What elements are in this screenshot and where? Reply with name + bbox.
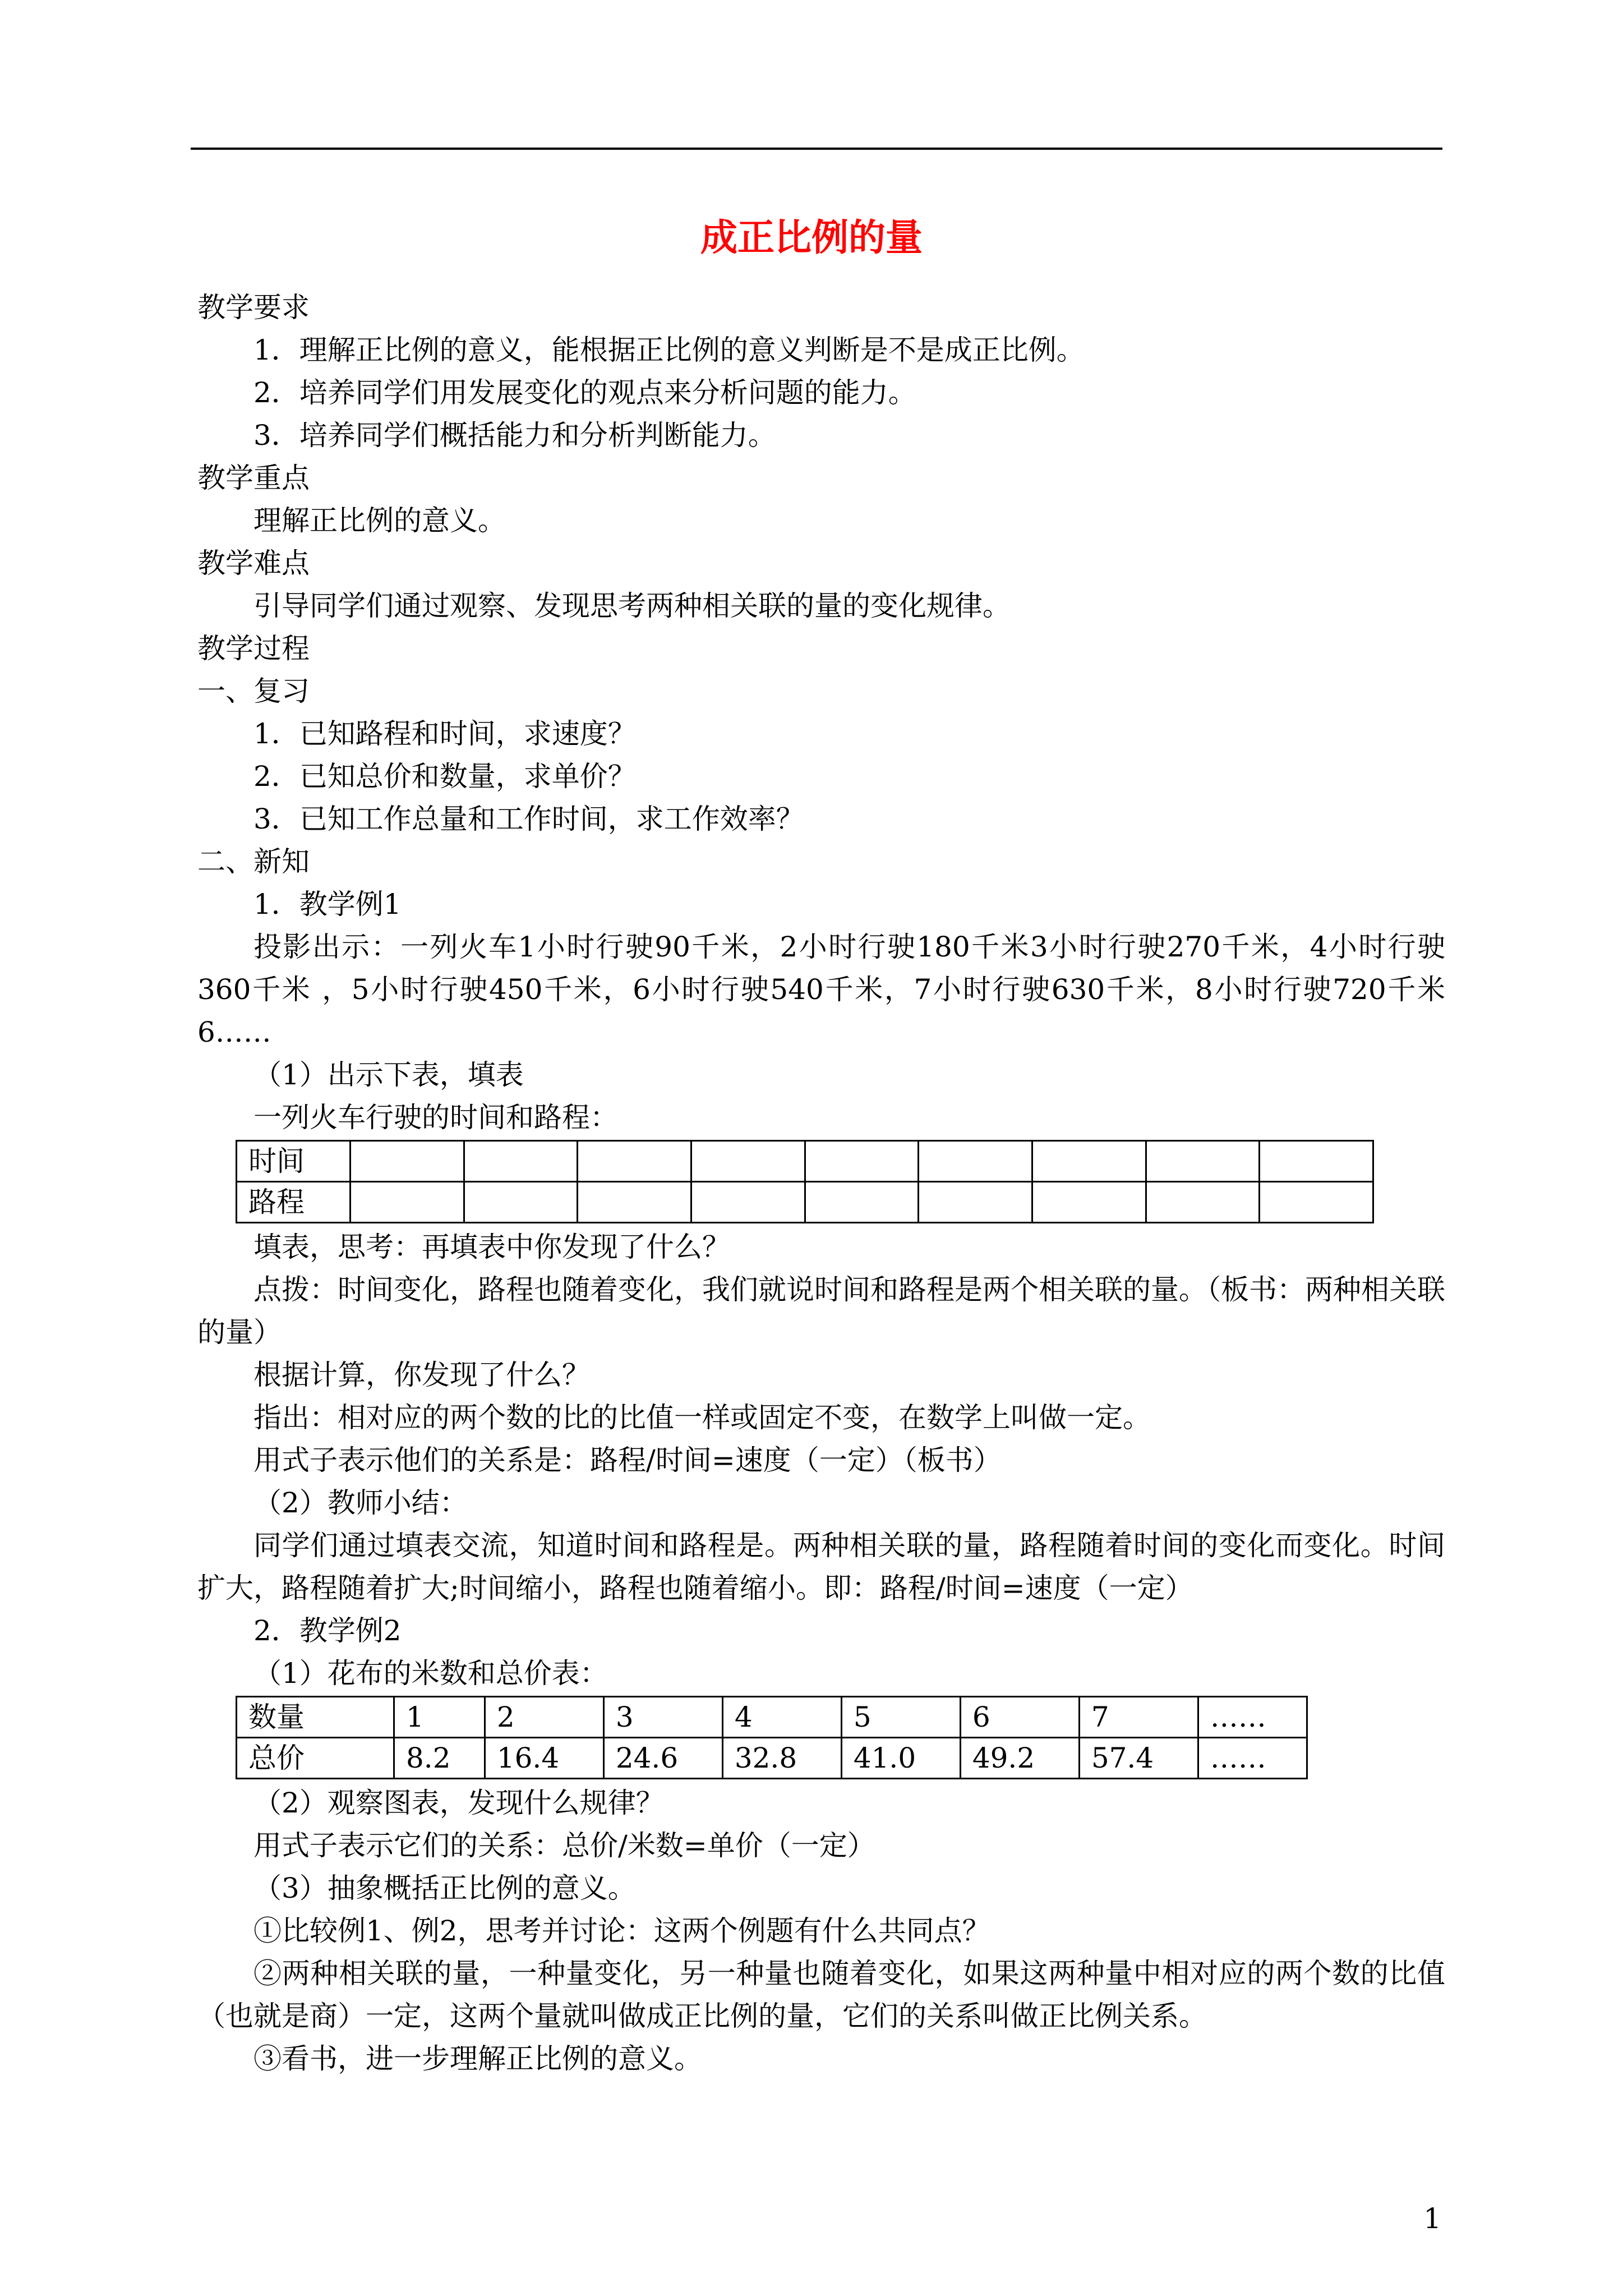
key-point-text: 理解正比例的意义。 [253, 504, 506, 537]
requirement-item: 2．培养同学们用发展变化的观点来分析问题的能力。 [253, 376, 916, 409]
table-row-header: 总价 [237, 1738, 394, 1779]
example2-formula: 用式子表示它们的关系：总价/米数=单价（一定） [253, 1829, 875, 1862]
example1-calc: 根据计算，你发现了什么？ [253, 1359, 590, 1391]
table-row [237, 1738, 1307, 1779]
table-cell: 57.4 [1079, 1738, 1198, 1779]
page-number: 1 [1423, 2202, 1441, 2235]
example1-hint: 点拨：时间变化，路程也随着变化，我们就说时间和路程是两个相关联的量。（板书：两种相关联的量） [197, 1273, 1445, 1349]
table-cell [1146, 1182, 1260, 1223]
example2-step2: （2）观察图表，发现什么规律？ [253, 1787, 664, 1819]
requirement-item: 3．培养同学们概括能力和分析判断能力。 [253, 419, 776, 452]
table-cell [464, 1141, 578, 1182]
table-row [237, 1182, 1373, 1223]
table-cell: 8.2 [394, 1738, 485, 1779]
table-cell [919, 1182, 1032, 1223]
table-cell: 3 [603, 1697, 722, 1738]
table-cell: 24.6 [603, 1738, 722, 1779]
requirement-item: 1．理解正比例的意义，能根据正比例的意义判断是不是成正比例。 [253, 334, 1085, 366]
new-knowledge-heading: 二、新知 [197, 845, 310, 878]
table-cell: 4 [722, 1697, 841, 1738]
table-cell: 41.0 [841, 1738, 960, 1779]
requirements-heading: 教学要求 [197, 291, 310, 324]
table-cell [578, 1182, 691, 1223]
example1-table-caption: 一列火车行驶的时间和路程： [253, 1101, 618, 1134]
example2-sub3: ③看书，进一步理解正比例的意义。 [253, 2042, 702, 2075]
table-cell [1032, 1141, 1146, 1182]
example1-point-out: 指出：相对应的两个数的比的比值一样或固定不变，在数学上叫做一定。 [253, 1401, 1151, 1434]
example2-heading: 2．教学例2 [253, 1614, 402, 1647]
difficulty-heading: 教学难点 [197, 547, 310, 579]
table-cell [1146, 1141, 1260, 1182]
review-item: 1．已知路程和时间，求速度？ [253, 717, 636, 750]
example2-sub2: ②两种相关联的量，一种量变化，另一种量也随着变化，如果这两种量中相对应的两个数的比值（也就是商）一定，这两个量就叫做成正比例的量，它们的关系叫做正比例关系。 [197, 1957, 1445, 2032]
table-row-header: 路程 [237, 1182, 351, 1223]
table-cell [1260, 1182, 1373, 1223]
example1-heading: 1．教学例1 [253, 888, 402, 921]
table-cell [691, 1182, 805, 1223]
table-cell: 5 [841, 1697, 960, 1738]
table-cell: …… [1198, 1738, 1307, 1779]
header-rule [191, 148, 1442, 150]
table-cell [1032, 1182, 1146, 1223]
table-cell [578, 1141, 691, 1182]
table-cell: 49.2 [960, 1738, 1079, 1779]
document-body [197, 286, 1445, 2080]
table-row-header: 数量 [237, 1697, 394, 1738]
key-point-heading: 教学重点 [197, 462, 310, 494]
example1-summary: 同学们通过填表交流，知道时间和路程是。两种相关联的量，路程随着时间的变化而变化。时间扩大，路程随着扩大;时间缩小，路程也随着缩小。即：路程/时间=速度（一定） [197, 1529, 1445, 1604]
example2-sub1: ①比较例1、例2，思考并讨论：这两个例题有什么共同点？ [253, 1915, 990, 1947]
table-cell: 1 [394, 1697, 485, 1738]
table-cell: 32.8 [722, 1738, 841, 1779]
table-cell [351, 1182, 464, 1223]
example1-step2: （2）教师小结： [253, 1487, 468, 1519]
table-cell [1260, 1141, 1373, 1182]
review-heading: 一、复习 [197, 675, 310, 707]
table-cell [691, 1141, 805, 1182]
cloth-price-table [236, 1696, 1308, 1779]
example1-think: 填表，思考：再填表中你发现了什么？ [253, 1231, 730, 1263]
table-cell: 16.4 [485, 1738, 603, 1779]
page-title: 成正比例的量 [700, 215, 923, 259]
time-distance-table [236, 1140, 1374, 1223]
example1-step1: （1）出示下表，填表 [253, 1059, 524, 1091]
table-row [237, 1141, 1373, 1182]
example1-projection: 投影出示：一列火车1小时行驶90千米，2小时行驶180千米3小时行驶270千米，4小时行驶360千米 ，5小时行驶450千米，6小时行驶540千米，7小时行驶630千米，8小时行驶720千米 6…… [197, 931, 1445, 1048]
table-cell [919, 1141, 1032, 1182]
table-row-header: 时间 [237, 1141, 351, 1182]
table-cell [351, 1141, 464, 1182]
table-row [237, 1697, 1307, 1738]
example2-step3: （3）抽象概括正比例的意义。 [253, 1872, 636, 1904]
review-item: 3．已知工作总量和工作时间，求工作效率？ [253, 803, 804, 835]
table-cell [805, 1182, 919, 1223]
example1-formula: 用式子表示他们的关系是：路程/时间=速度（一定）（板书） [253, 1444, 1002, 1476]
review-item: 2．已知总价和数量，求单价？ [253, 760, 636, 793]
process-heading: 教学过程 [197, 632, 310, 665]
difficulty-text: 引导同学们通过观察、发现思考两种相关联的量的变化规律。 [253, 590, 1011, 622]
table-cell [464, 1182, 578, 1223]
table-cell: 2 [485, 1697, 603, 1738]
table-cell: 6 [960, 1697, 1079, 1738]
table-cell: 7 [1079, 1697, 1198, 1738]
table-cell [805, 1141, 919, 1182]
table-cell: …… [1198, 1697, 1307, 1738]
example2-step1: （1）花布的米数和总价表： [253, 1657, 608, 1690]
